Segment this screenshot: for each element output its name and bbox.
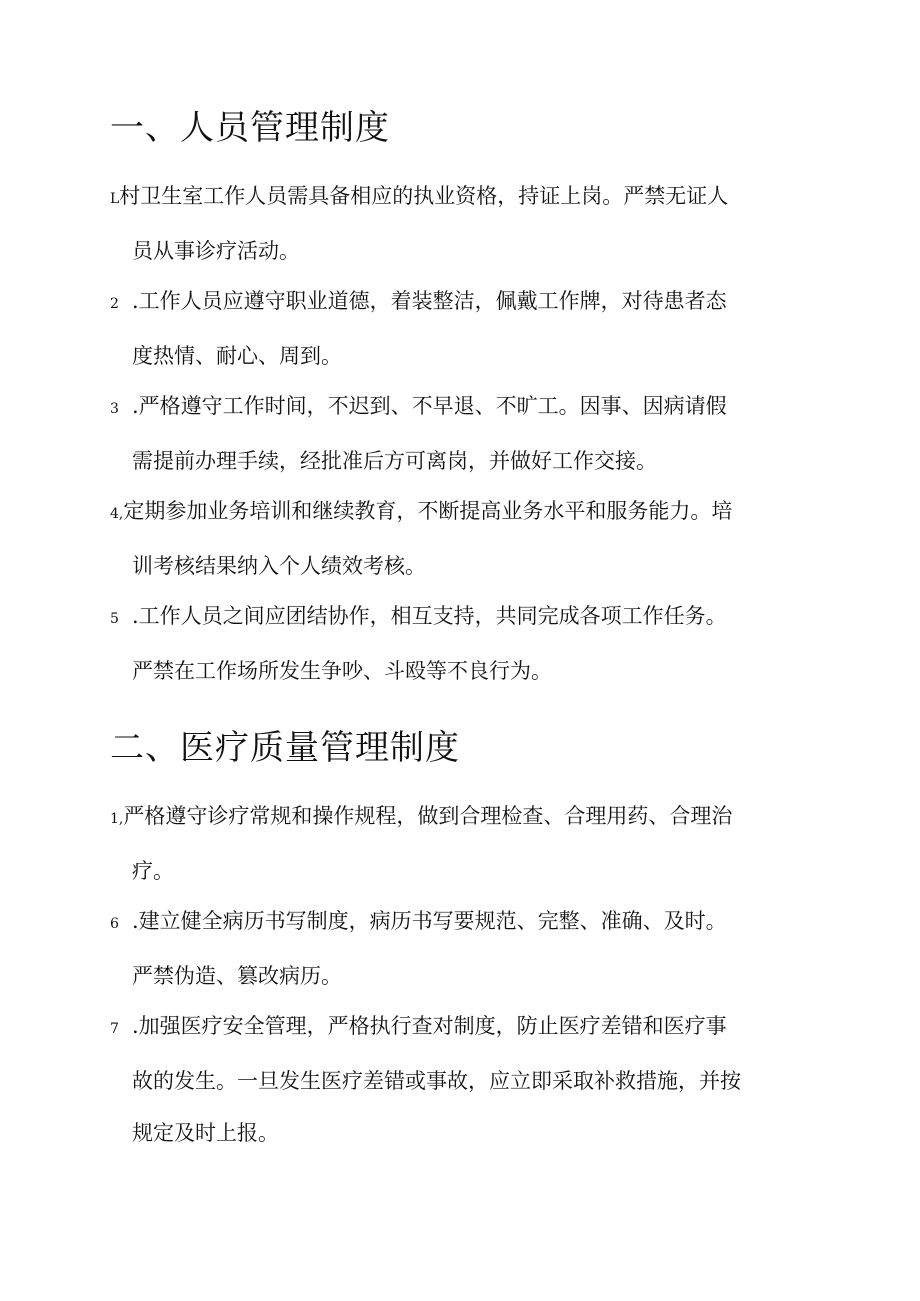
section-heading-medical-quality: 二、医疗质量管理制度: [110, 728, 460, 768]
item-number: 7: [110, 1021, 119, 1037]
item-text-continued: 严禁在工作场所发生争吵、斗殴等不良行为。: [132, 659, 552, 683]
item-text-continued: 员从事诊疗活动。: [132, 239, 300, 263]
list-item: [110, 380, 810, 487]
item-text-continued: 需提前办理手续，经批准后方可离岗，并做好工作交接。: [132, 449, 657, 473]
section-heading-personnel: 一、人员管理制度: [110, 108, 390, 148]
list-item: [110, 170, 810, 277]
item-text-continued: 故的发生。一旦发生医疗差错或事故，应立即采取补救措施，并按: [132, 1069, 741, 1093]
item-number: 5: [110, 611, 119, 627]
item-text-continued: 疗。: [132, 859, 174, 883]
list-item: [110, 485, 810, 592]
item-number: L: [110, 191, 120, 207]
item-text: .严格遵守工作时间，不迟到、不早退、不旷工。因事、因病请假: [132, 394, 727, 418]
item-number: 6: [110, 916, 119, 932]
item-text: .工作人员之间应团结协作，相互支持，共同完成各项工作任务。: [132, 604, 727, 628]
item-text: .加强医疗安全管理，严格执行查对制度，防止医疗差错和医疗事: [132, 1014, 727, 1038]
item-number: 3: [110, 401, 119, 417]
item-text: 严格遵守诊疗常规和操作规程，做到合理检查、合理用药、合理治: [123, 804, 733, 828]
list-item: [110, 275, 810, 382]
list-item: [110, 790, 810, 897]
item-text-continued: 度热情、耐心、周到。: [132, 344, 342, 368]
item-text: 定期参加业务培训和继续教育，不断提高业务水平和服务能力。培: [123, 499, 733, 523]
item-text-continued: 规定及时上报。: [132, 1121, 279, 1145]
item-text-continued: 严禁伪造、篡改病历。: [132, 964, 342, 988]
item-number: 4,: [110, 506, 124, 522]
list-item: [110, 590, 810, 697]
item-text: 村卫生室工作人员需具备相应的执业资格，持证上岗。严禁无证人: [119, 184, 729, 208]
item-number: 1,: [110, 811, 124, 827]
list-item: [110, 1000, 810, 1159]
item-text: .工作人员应遵守职业道德，着装整洁，佩戴工作牌，对待患者态: [132, 289, 727, 313]
item-text-continued: 训考核结果纳入个人绩效考核。: [132, 554, 426, 578]
list-item: [110, 895, 810, 1002]
item-text: .建立健全病历书写制度，病历书写要规范、完整、准确、及时。: [132, 909, 727, 933]
item-number: 2: [110, 296, 119, 312]
